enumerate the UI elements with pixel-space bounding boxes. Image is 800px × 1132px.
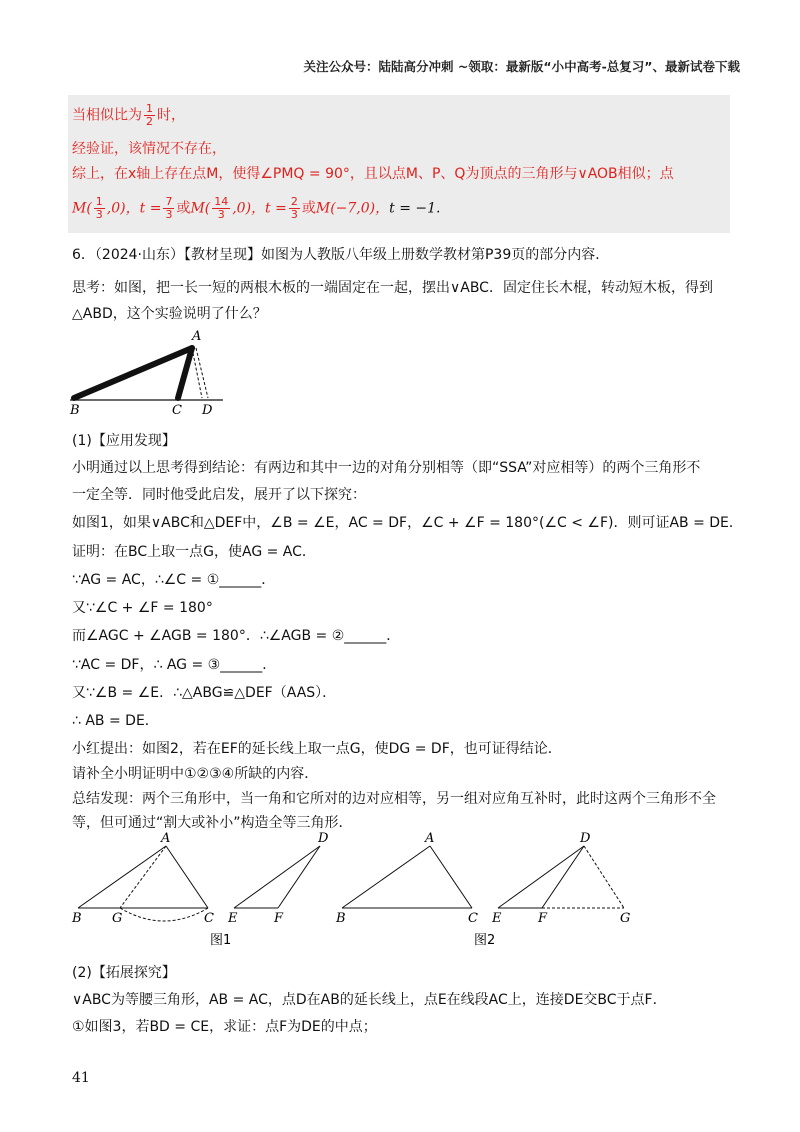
svg-text:E: E bbox=[492, 911, 502, 926]
figure-2-caption: 图2 bbox=[474, 933, 496, 948]
answer-text: 当相似比为 bbox=[72, 107, 142, 124]
problem-text: 小明通过以上思考得到结论：有两边和其中一边的对角分别相等（即“SSA”对应相等）的两个三角形不 bbox=[72, 460, 701, 476]
figure-2-triangle-def bbox=[491, 831, 630, 926]
problem-text: △ABD，这个实验说明了什么？ bbox=[72, 306, 267, 322]
problem-intro: 6．（2024·山东）【教材呈现】如图为人教版八年级上册数学教材第P39页的部分内容． bbox=[72, 247, 610, 263]
svg-text:D: D bbox=[580, 831, 591, 846]
svg-text:A: A bbox=[161, 831, 171, 846]
label-D: D bbox=[202, 403, 213, 418]
answer-line-2: 经验证，该情况不存在， bbox=[72, 141, 226, 157]
board-figure bbox=[68, 328, 238, 420]
svg-text:F: F bbox=[538, 911, 548, 926]
proof-line: ∵AC = DF，∴ AG = ③______． bbox=[72, 657, 277, 673]
svg-text:B: B bbox=[336, 911, 346, 926]
problem-text: ①如图3，若BD = CE，求证：点F为DE的中点； bbox=[72, 1019, 377, 1035]
figures-1-2 bbox=[68, 830, 668, 958]
svg-text:C: C bbox=[204, 911, 214, 926]
svg-text:F: F bbox=[274, 911, 284, 926]
svg-text:B: B bbox=[72, 911, 82, 926]
proof-line: 证明：在BC上取一点G，使AG = AC． bbox=[72, 544, 316, 560]
proof-line: ∵AG = AC，∴∠C = ①______． bbox=[72, 572, 276, 588]
figure-2-triangle-abc bbox=[335, 831, 478, 926]
problem-text: 一定全等．同时他受此启发，展开了以下探究： bbox=[72, 487, 366, 503]
label-A: A bbox=[192, 329, 202, 344]
answer-line-4: M( $\frac{1}{3}$ ,0)，t = $\frac{7}{3}$ 或M( $\frac{14}{3}$ ,0)，t = $\frac{2}{3}$ 或M(−7,0)，t = −1. bbox=[72, 195, 441, 221]
svg-text:A: A bbox=[425, 831, 435, 846]
svg-text:E: E bbox=[228, 911, 238, 926]
problem-text: 总结发现：两个三角形中，当一角和它所对的边对应相等，另一组对应角互补时，此时这两个三角形不全 bbox=[72, 791, 716, 807]
figure-1-triangle-abc bbox=[71, 831, 214, 926]
section-heading-2: (2)【拓展探究】 bbox=[72, 965, 176, 981]
page-header: 关注公众号：陆陆高分冲刺 ~领取：最新版“小中高考-总复习”、最新试卷下载 bbox=[303, 59, 740, 74]
problem-text: ∨ABC为等腰三角形，AB = AC，点D在AB的延长线上，点E在线段AC上，连接DE交BC于点F． bbox=[72, 992, 667, 1008]
label-C: C bbox=[172, 403, 182, 418]
answer-line-3: 综上，在x轴上存在点M，使得∠PMQ = 90°，且以点M、P、Q为顶点的三角形与∨AOB相似；点 bbox=[72, 166, 674, 182]
problem-text: 请补全小明证明中①②③④所缺的内容． bbox=[72, 766, 319, 782]
svg-text:D: D bbox=[318, 831, 329, 846]
page-number: 41 bbox=[72, 1070, 90, 1086]
problem-text: 思考：如图，把一长一短的两根木板的一端固定在一起，摆出∨ABC．固定住长木棍，转动短木板，得到 bbox=[72, 280, 713, 296]
problem-text: 小红提出：如图2，若在EF的延长线上取一点G，使DG = DF，也可证得结论． bbox=[72, 741, 562, 757]
label-B: B bbox=[70, 403, 80, 418]
answer-line-1 bbox=[72, 103, 185, 128]
section-heading-1: (1)【应用发现】 bbox=[72, 433, 176, 449]
svg-text:G: G bbox=[112, 911, 123, 926]
proof-line: 而∠AGC + ∠AGB = 180°．∴∠AGB = ②______． bbox=[72, 628, 401, 644]
figure-1-caption: 图1 bbox=[210, 933, 232, 948]
svg-text:C: C bbox=[468, 911, 478, 926]
svg-text:G: G bbox=[620, 911, 631, 926]
proof-line: ∴ AB = DE． bbox=[72, 713, 159, 729]
figure-1-triangle-def bbox=[227, 831, 329, 926]
proof-line: 又∵∠B = ∠E．∴△ABG≌△DEF（AAS）． bbox=[72, 685, 337, 701]
answer-text: 时， bbox=[157, 107, 185, 124]
problem-text: 等，但可通过“割大或补小”构造全等三角形． bbox=[72, 815, 353, 831]
fraction: $\frac{1}{2}$ bbox=[146, 102, 153, 128]
proof-line: 又∵∠C + ∠F = 180° bbox=[72, 600, 213, 616]
problem-text: 如图1，如果∨ABC和△DEF中，∠B = ∠E，AC = DF，∠C + ∠F = 180°(∠C < ∠F)．则可证AB = DE． bbox=[72, 515, 743, 531]
